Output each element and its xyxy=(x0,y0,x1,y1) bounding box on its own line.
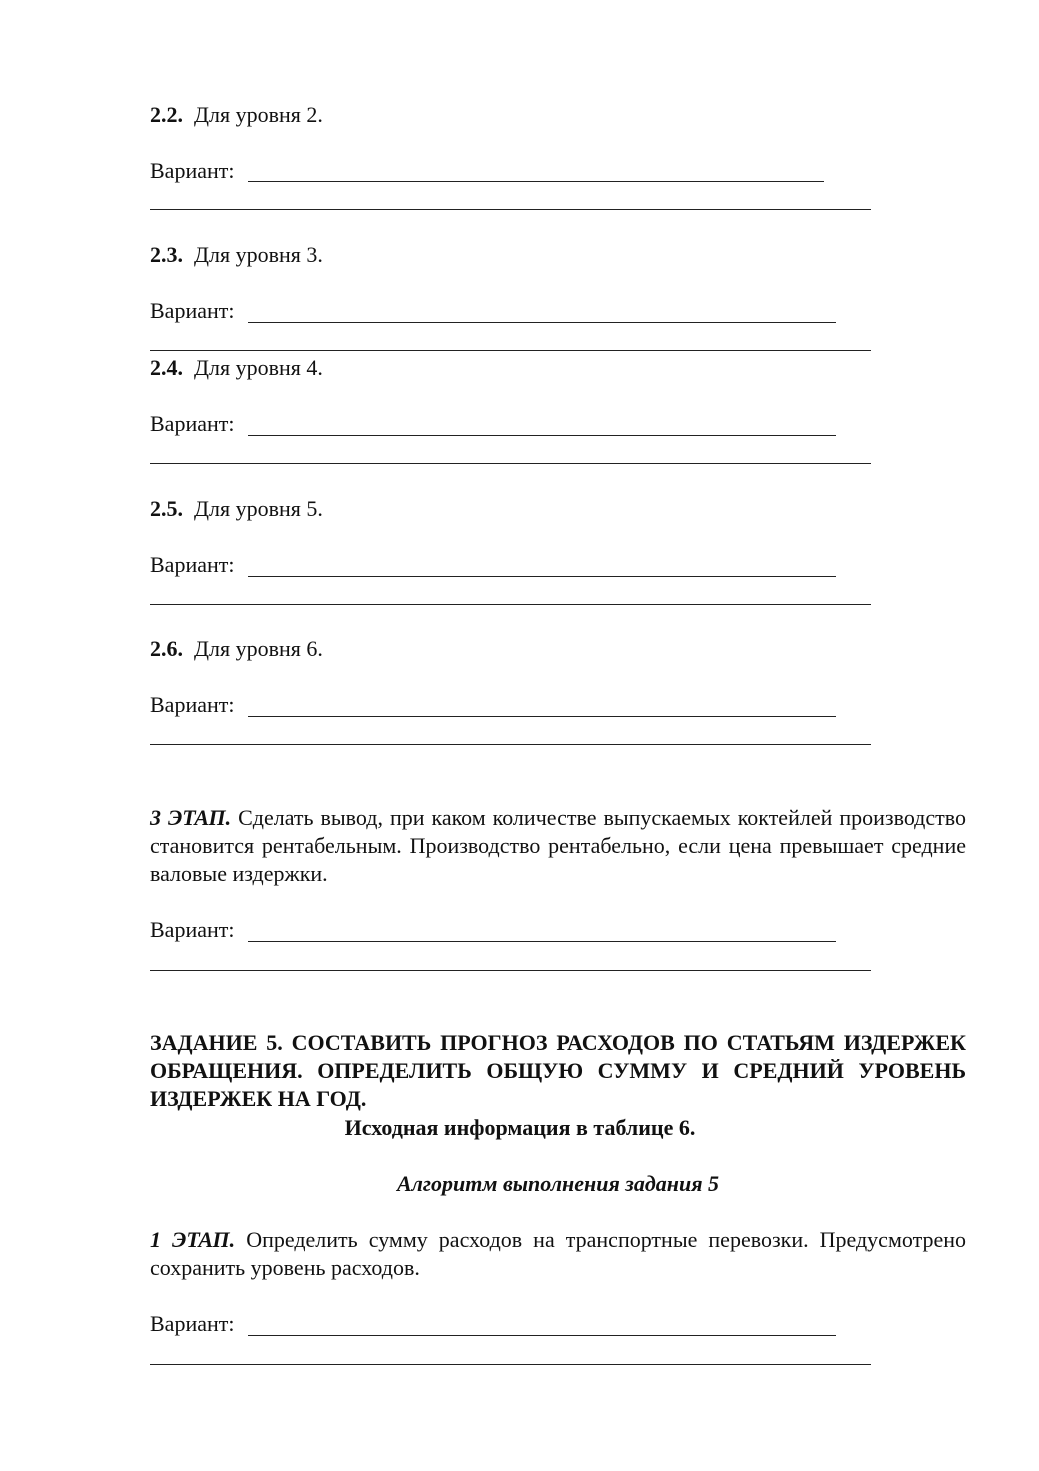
section-heading-2-4 xyxy=(150,354,323,382)
variant-label: Вариант: xyxy=(150,692,235,717)
variant-label: Вариант: xyxy=(150,298,235,323)
section-number: 2.5. xyxy=(150,496,183,521)
section-heading-2-5 xyxy=(150,495,323,523)
variant-label: Вариант: xyxy=(150,1311,235,1336)
section-number: 2.2. xyxy=(150,102,183,127)
answer-line[interactable] xyxy=(150,970,871,971)
answer-line[interactable] xyxy=(248,1335,836,1336)
section-heading-2-3 xyxy=(150,241,323,269)
stage-3-paragraph xyxy=(150,804,966,888)
answer-line[interactable] xyxy=(150,463,871,464)
algorithm-title: Алгоритм выполнения задания 5 xyxy=(396,1171,720,1196)
answer-line[interactable] xyxy=(150,350,871,351)
answer-line[interactable] xyxy=(248,322,836,323)
stage-lead: 1 ЭТАП. xyxy=(150,1227,236,1252)
answer-line[interactable] xyxy=(150,744,871,745)
section-title: Для уровня 6. xyxy=(194,636,323,661)
section-title: Для уровня 3. xyxy=(194,242,323,267)
section-number: 2.6. xyxy=(150,636,183,661)
section-title: Для уровня 4. xyxy=(194,355,323,380)
answer-line[interactable] xyxy=(150,1364,871,1365)
variant-label: Вариант: xyxy=(150,411,235,436)
stage-text: Определить сумму расходов на транспортные перевозки. Предусмотрено сохранить уровень расходов. xyxy=(150,1227,967,1280)
answer-line[interactable] xyxy=(248,576,836,577)
stage-text: Сделать вывод, при каком количестве выпускаемых коктейлей производство становится рентабельным. Производство рентабельно, если цена превышает средние валовые издержки. xyxy=(150,805,966,886)
source-info: Исходная информация в таблице 6. xyxy=(344,1115,696,1140)
stage-lead: 3 ЭТАП. xyxy=(150,805,232,830)
answer-line[interactable] xyxy=(248,941,836,942)
section-heading-2-6 xyxy=(150,635,323,663)
stage-1-paragraph xyxy=(150,1226,966,1282)
section-number: 2.3. xyxy=(150,242,183,267)
variant-label: Вариант: xyxy=(150,158,235,183)
answer-line[interactable] xyxy=(248,716,836,717)
answer-line[interactable] xyxy=(150,604,871,605)
section-heading-2-2 xyxy=(150,101,323,129)
answer-line[interactable] xyxy=(248,181,824,182)
variant-label: Вариант: xyxy=(150,917,235,942)
answer-line[interactable] xyxy=(248,435,836,436)
answer-line[interactable] xyxy=(150,209,871,210)
section-title: Для уровня 5. xyxy=(194,496,323,521)
section-title: Для уровня 2. xyxy=(194,102,323,127)
section-number: 2.4. xyxy=(150,355,183,380)
variant-label: Вариант: xyxy=(150,552,235,577)
task-5-heading: ЗАДАНИЕ 5. СОСТАВИТЬ ПРОГНОЗ РАСХОДОВ ПО СТАТЬЯМ ИЗДЕРЖЕК ОБРАЩЕНИЯ. ОПРЕДЕЛИТЬ ОБЩУЮ СУММУ И СРЕДНИЙ УРОВЕНЬ ИЗДЕРЖЕК НА ГОД. xyxy=(150,1030,966,1111)
